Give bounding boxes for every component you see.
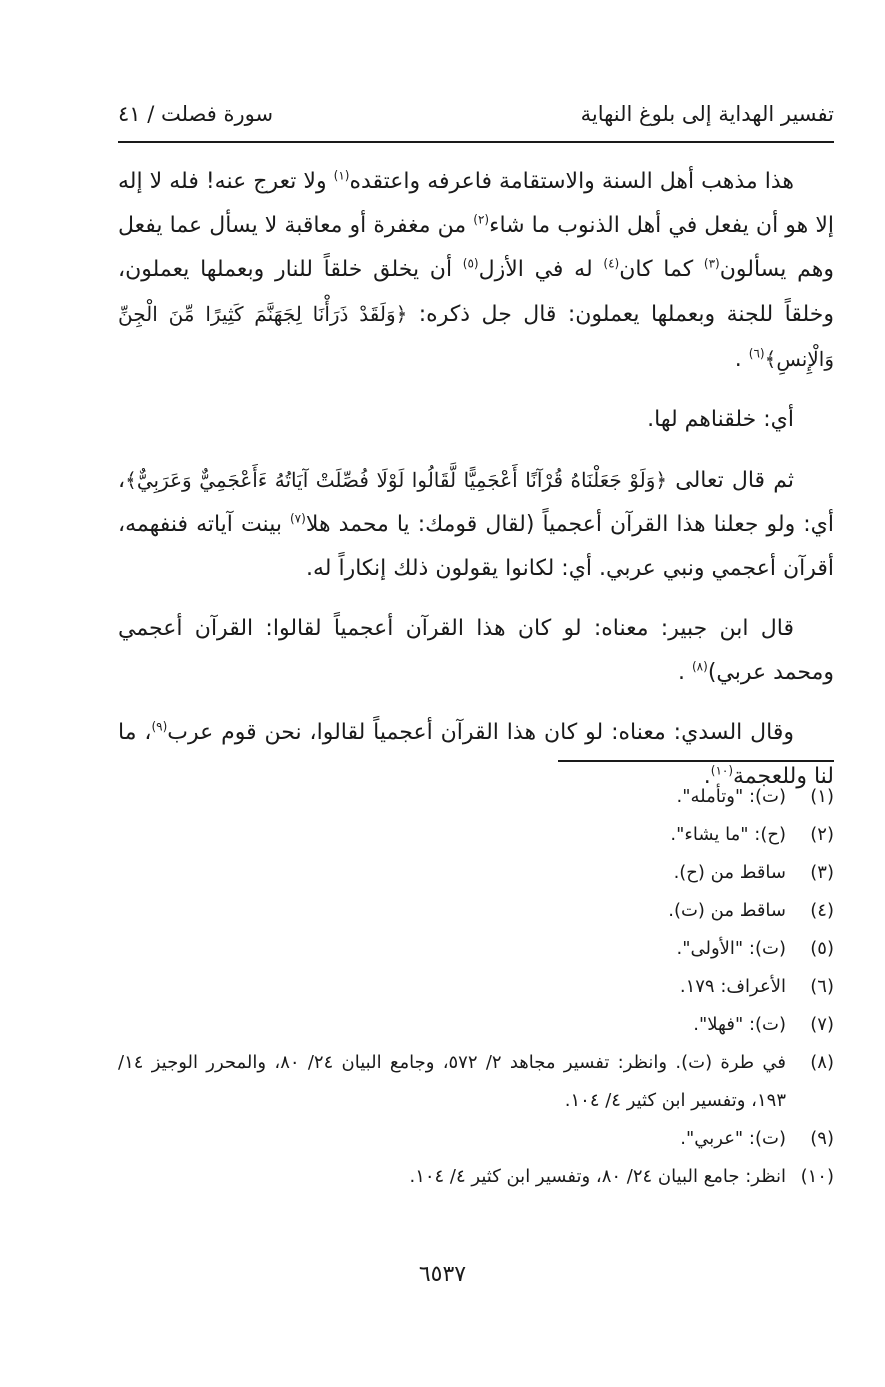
footnote-text: (ت): "الأولى".	[676, 938, 786, 959]
footnote-item	[118, 930, 834, 968]
running-header	[118, 96, 834, 132]
text-run: .	[677, 660, 692, 685]
footnote-ref[interactable]: (٧)	[289, 511, 306, 526]
footnote-text: (ح): "ما يشاء".	[670, 824, 786, 845]
main-text	[118, 160, 834, 815]
text-run: له في الأزل	[478, 257, 604, 282]
text-run: ، أي: ولو جعلنا هذا القرآن أعجمياً (لقال قومك: يا محمد هلا	[118, 468, 834, 537]
footnote-text: ساقط من (ح).	[673, 862, 786, 883]
footnote-number: (٧)	[810, 1014, 834, 1035]
footnote-item	[118, 1044, 834, 1120]
quran-verse: ﴿وَلَقَدْ ذَرَأْنَا لِجَهَنَّمَ كَثِيرًا مِّنَ الْجِنِّ وَالْإِنسِ﴾	[118, 302, 834, 371]
footnotes	[118, 778, 834, 1196]
page-number: ٦٥٣٧	[418, 1262, 467, 1287]
footnote-item	[118, 1158, 834, 1196]
paragraph-2	[118, 398, 834, 442]
footnote-text: (ت): "وتأمله".	[676, 786, 786, 807]
paragraph-3	[118, 458, 834, 591]
footnote-text: في طرة (ت). وانظر: تفسير مجاهد ٢/ ٥٧٢، وجامع البيان ٢٤/ ٨٠، والمحرر الوجيز ١٤/ ١٩٣، وتفسير ابن كثير ٤/ ١٠٤.	[118, 1052, 786, 1111]
footnote-number: (٢)	[810, 824, 834, 845]
footnote-number: (٤)	[810, 900, 834, 921]
book-title: تفسير الهداية إلى بلوغ النهاية	[580, 102, 834, 126]
text-run: .	[734, 347, 749, 372]
text-run: ، ما لنا وللعجمة	[118, 720, 834, 789]
text-run: قال ابن جبير: معناه: لو كان هذا القرآن أعجمياً لقالوا: القرآن أعجمي ومحمد عربي)	[118, 616, 834, 685]
footnote-ref[interactable]: (٨)	[691, 659, 708, 674]
footnote-number: (٩)	[810, 1128, 834, 1149]
footnote-ref[interactable]: (٢)	[473, 212, 490, 227]
footnote-text: الأعراف: ١٧٩.	[679, 976, 786, 997]
footnote-ref[interactable]: (١٠)	[710, 763, 734, 778]
footnote-text: ساقط من (ت).	[668, 900, 786, 921]
footnote-item	[118, 816, 834, 854]
footnote-ref[interactable]: (٥)	[462, 256, 479, 271]
footnote-number: (٦)	[810, 976, 834, 997]
footnote-text: انظر: جامع البيان ٢٤/ ٨٠، وتفسير ابن كثير ٤/ ١٠٤.	[409, 1166, 786, 1187]
footnote-item	[118, 1120, 834, 1158]
footnote-ref[interactable]: (٦)	[748, 346, 765, 361]
footnote-number: (٨)	[810, 1052, 834, 1073]
footnote-item	[118, 778, 834, 816]
text-run: .	[703, 764, 711, 789]
footnote-number: (١)	[810, 786, 834, 807]
text-run: ولا تعرج عنه! فله لا إله إلا هو أن يفعل في أهل الذنوب ما شاء	[118, 169, 834, 238]
footnote-ref[interactable]: (٩)	[151, 719, 168, 734]
header-rule	[118, 141, 834, 143]
paragraph-4	[118, 607, 834, 695]
footnote-item	[118, 892, 834, 930]
footnote-text: (ت): "عربي".	[680, 1128, 786, 1149]
footnote-ref[interactable]: (٤)	[603, 256, 620, 271]
footnote-ref[interactable]: (٣)	[703, 256, 720, 271]
text-run: بينت آياته فنفهمه، أقرآن أعجمي ونبي عربي. أي: لكانوا يقولون ذلك إنكاراً له.	[118, 512, 834, 581]
text-run: أن يخلق خلقاً للنار وبعملها يعملون، وخلقاً للجنة وبعملها يعملون: قال جل ذكره:	[118, 257, 834, 327]
footnote-number: (٣)	[810, 862, 834, 883]
footnote-ref[interactable]: (١)	[333, 168, 350, 183]
footnote-text: (ت): "فهلا".	[693, 1014, 786, 1035]
footnote-separator	[558, 760, 834, 762]
paragraph-1	[118, 160, 834, 382]
text-run: هذا مذهب أهل السنة والاستقامة فاعرفه واعتقده	[349, 169, 795, 194]
footnote-item	[118, 854, 834, 892]
text-run: وقال السدي: معناه: لو كان هذا القرآن أعجمياً لقالوا، نحن قوم عرب	[167, 720, 794, 745]
footnote-number: (٥)	[810, 938, 834, 959]
footnote-item	[118, 1006, 834, 1044]
quran-verse: ﴿وَلَوْ جَعَلْنَاهُ قُرْآنًا أَعْجَمِيًّا لَّقَالُوا لَوْلَا فُصِّلَتْ آيَاتُهُ ءَأَعْجَمِيٌّ وَعَرَبِيٌّ﴾	[125, 468, 668, 492]
footnote-number: (١٠)	[800, 1166, 834, 1187]
text-run: أي: خلقناهم لها.	[647, 407, 794, 432]
text-run: من مغفرة أو معاقبة لا يسأل عما يفعل وهم يسألون	[118, 213, 834, 282]
footnote-item	[118, 968, 834, 1006]
text-run: ثم قال تعالى	[667, 468, 794, 493]
text-run: كما كان	[619, 257, 704, 282]
surah-page-label: سورة فصلت / ٤١	[118, 102, 274, 126]
